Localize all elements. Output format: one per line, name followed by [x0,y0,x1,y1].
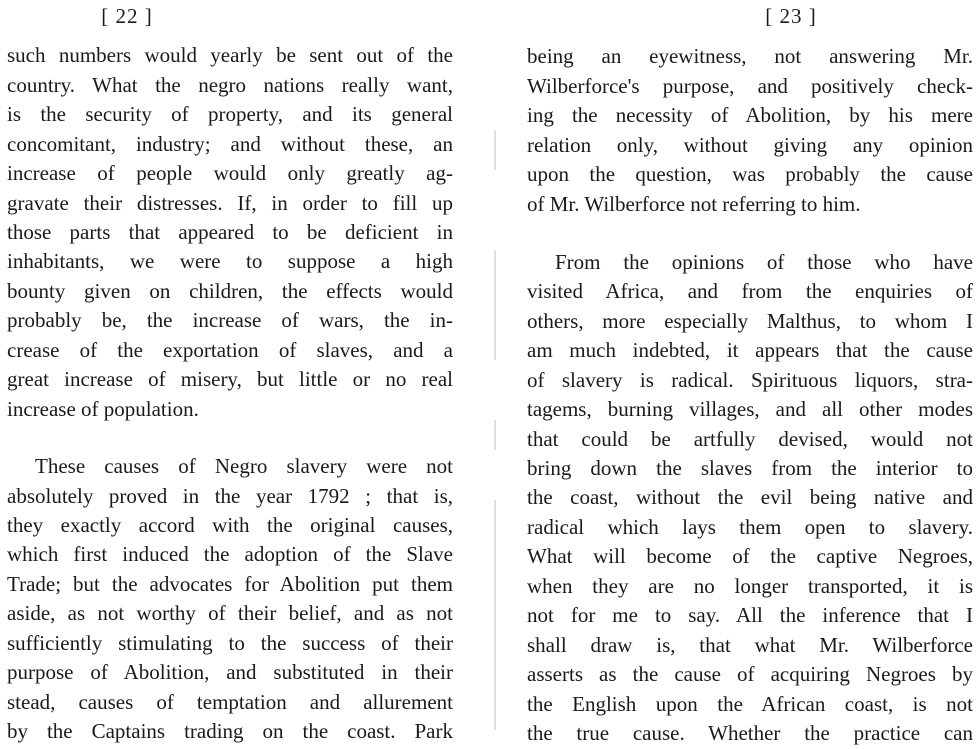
text-line: when they are no longer transported, it is [527,574,973,598]
text-line: the coast, without the evil being native and [527,485,973,509]
left-page-number: [ 22 ] [101,4,153,28]
text-line: country. What the negro nations really want, [7,73,453,97]
text-line: radical which lays them open to slavery. [527,515,973,539]
text-line: shall draw is, that what Mr. Wilberforce [527,633,973,657]
text-line: they exactly accord with the original causes, [7,513,453,537]
text-line: of Mr. Wilberforce not referring to him. [527,192,861,216]
text-line: visited Africa, and from the enquiries of [527,279,973,303]
text-line: crease of the exportation of slaves, and a [7,338,453,362]
text-line: tagems, burning villages, and all other modes [527,397,973,421]
text-line: absolutely proved in the year 1792 ; that is, [7,484,453,508]
text-line: am much indebted, it appears that the cause [527,338,973,362]
text-line: stead, causes of temptation and allurement [7,690,453,714]
text-line: such numbers would yearly be sent out of the [7,43,453,67]
text-line: aside, as not worthy of their belief, and as not [7,601,453,625]
text-line: bring down the slaves from the interior to [527,456,973,480]
text-line: bounty given on children, the effects would [7,279,453,303]
text-line: upon the question, was probably the cause [527,162,973,186]
text-line: those parts that appeared to be deficient in [7,220,453,244]
text-line: purpose of Abolition, and substituted in their [7,660,453,684]
right-page [510,0,980,749]
text-line: others, more especially Malthus, to whom I [527,309,973,333]
text-line: ing the necessity of Abolition, by his mere [527,103,973,127]
text-line: sufficiently stimulating to the success of their [7,631,453,655]
text-line: Wilberforce's purpose, and positively check- [527,74,973,98]
text-line: the English upon the African coast, is not [527,692,973,716]
right-page-number: [ 23 ] [765,4,817,28]
text-line: being an eyewitness, not answering Mr. [527,44,973,68]
text-line: not for me to say. All the inference that I [527,603,973,627]
text-line: Trade; but the advocates for Abolition put them [7,572,453,596]
text-line: the true cause. Whether the practice can [527,721,973,745]
text-line: is the security of property, and its general [7,102,453,126]
text-line: that could be artfully devised, would not [527,427,973,451]
text-line: increase of people would only greatly ag- [7,161,453,185]
text-line: increase of population. [7,397,199,421]
left-page [0,0,470,749]
text-line: of slavery is radical. Spirituous liquors, stra- [527,368,973,392]
text-line: inhabitants, we were to suppose a high [7,249,453,273]
text-line: gravate their distresses. If, in order to fill up [7,191,453,215]
text-line: which first induced the adoption of the Slave [7,542,453,566]
text-line: probably be, the increase of wars, the in- [7,308,453,332]
text-line: relation only, without giving any opinion [527,133,973,157]
text-line: What will become of the captive Negroes, [527,544,973,568]
text-line: From the opinions of those who have [555,250,973,274]
text-line: concomitant, industry; and without these, an [7,132,453,156]
page-gutter [488,0,502,749]
text-line: These causes of Negro slavery were not [35,454,453,478]
text-line: great increase of misery, but little or no real [7,367,453,391]
text-line: asserts as the cause of acquiring Negroes by [527,662,973,686]
text-line: by the Captains trading on the coast. Park [7,719,453,743]
